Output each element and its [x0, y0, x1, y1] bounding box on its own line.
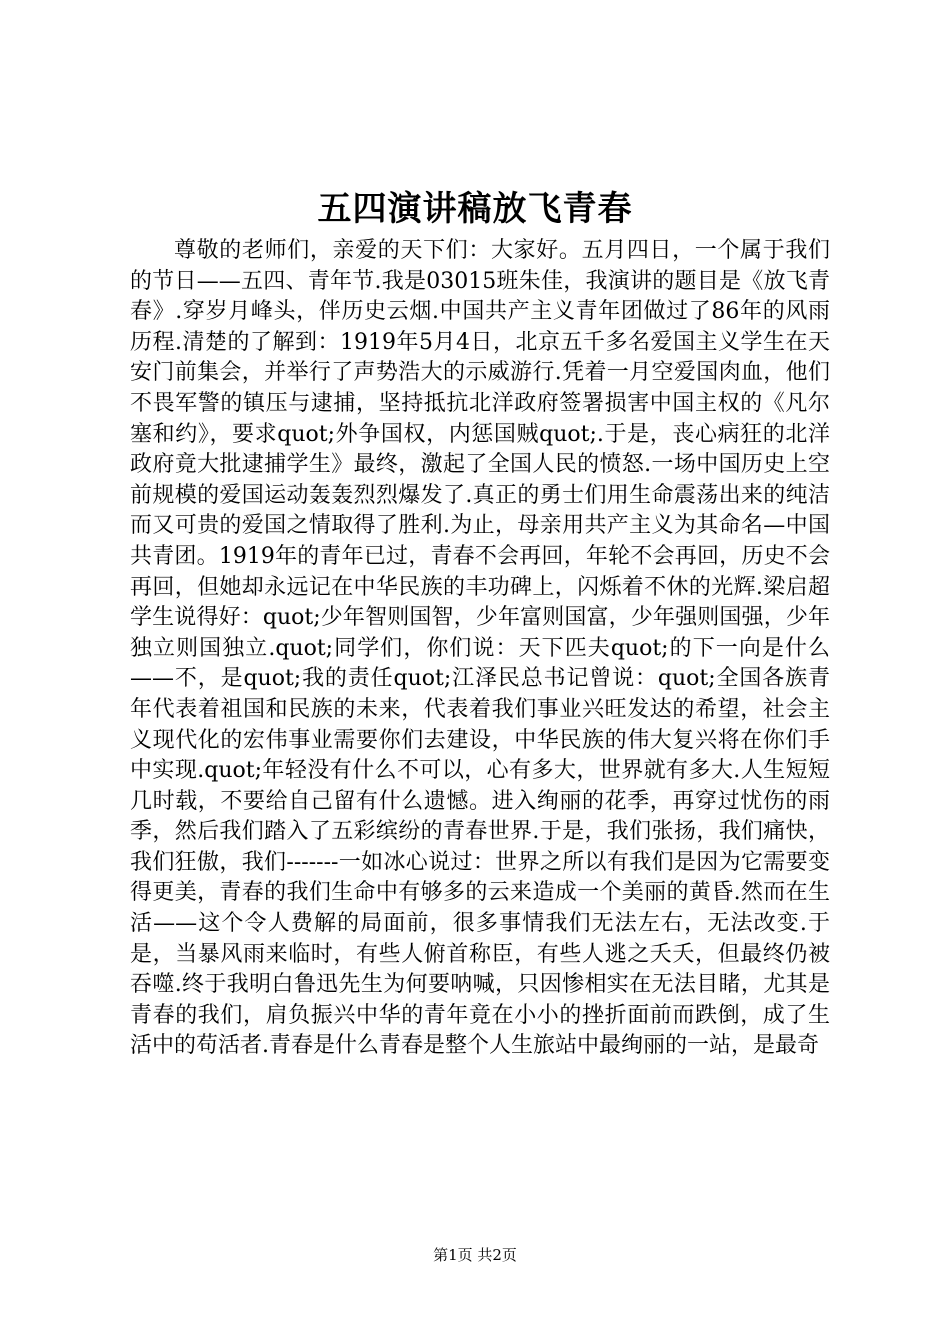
body-paragraph: 尊敬的老师们，亲爱的天下们：大家好。五月四日，一个属于我们的节日——五四、青年节.我是03015班朱佳，我演讲的题目是《放飞青春》.穿岁月峰头，伴历史云烟.中国共产主义青年团做过了86年的风雨历程.清楚的了解到：1919年5月4日，北京五千多名爱国主义学生在天安门前集会，并举行了声势浩大的示威游行.凭着一月空爱国肉血，他们不畏军警的镇压与逮捕，坚持抵抗北洋政府签署损害中国主权的《凡尔塞和约》，要求quot;外争国权，内惩国贼quot;.于是，丧心病狂的北洋政府竟大批逮捕学生》最终，激起了全国人民的愤怒.一场中国历史上空前规模的爱国运动轰轰烈烈爆发了.真正的勇士们用生命震荡出来的纯洁而又可贵的爱国之情取得了胜利.为止，母亲用共产主义为其命名—中国共青团。1919年的青年已过，青春不会再回，年轮不会再回，历史不会再回，但她却永远记在中华民族的丰功碑上，闪烁着不休的光辉.梁启超学生说得好：quot;少年智则国智，少年富则国富，少年强则国强，少年独立则国独立.quot;同学们，你们说：天下匹夫quot;的下一向是什么——不，是quot;我的责任quot;江泽民总书记曾说：quot;全国各族青年代表着祖国和民族的未来，代表着我们事业兴旺发达的希望，社会主义现代化的宏伟事业需要你们去建设，中华民族的伟大复兴将在你们手中实现.quot;年轻没有什么不可以，心有多大，世界就有多大.人生短短几时载，不要给自己留有什么遗憾。进入绚丽的花季，再穿过忧伤的雨季，然后我们踏入了五彩缤纷的青春世界.于是，我们张扬，我们痛快，我们狂傲，我们-------一如冰心说过：世界之所以有我们是因为它需要变得更美，青春的我们生命中有够多的云来造成一个美丽的黄昏.然而在生活——这个令人费解的局面前，很多事情我们无法左右，无法改变.于是，当暴风雨来临时，有些人俯首称臣，有些人逃之夭夭，但最终仍被吞噬.终于我明白鲁迅先生为何要呐喊，只因惨相实在无法目睹，尤其是青春的我们，肩负振兴中华的青年竟在小小的挫折面前而跌倒，成了生活中的苟活者.青春是什么青春是整个人生旅站中最绚丽的一站，是最奇: [130, 238, 830, 1059]
document-title: 五四演讲稿放飞青春: [317, 189, 633, 229]
page-footer: 第1页 共2页: [433, 1246, 517, 1264]
